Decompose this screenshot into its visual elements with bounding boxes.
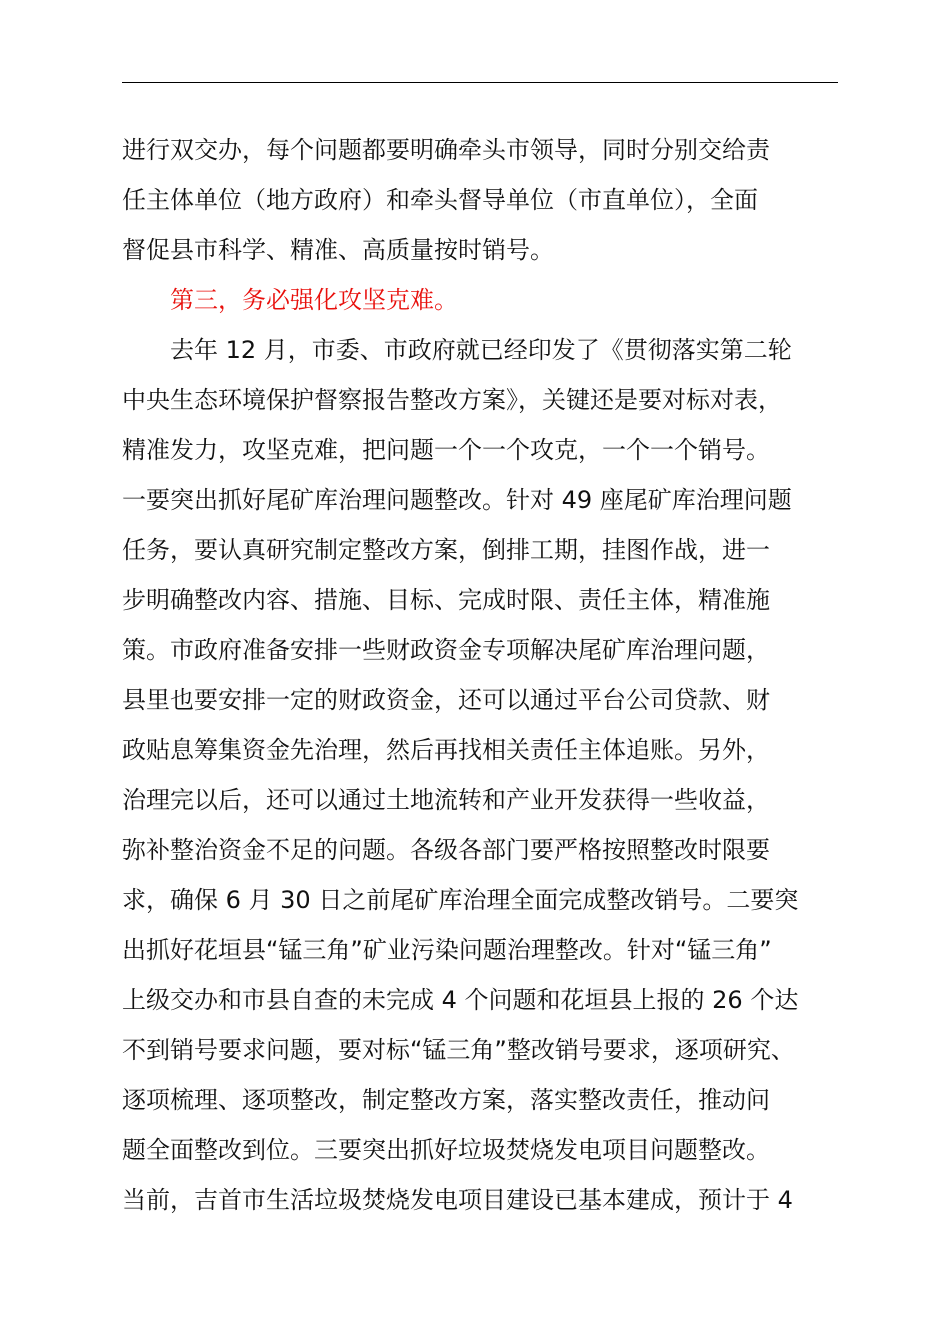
text-line: 任务，要认真研究制定整改方案，倒排工期，挂图作战，进一 xyxy=(122,536,770,564)
text-line: 出抓好花垣县“锰三角”矿业污染问题治理整改。针对“锰三角” xyxy=(122,936,772,964)
document-body xyxy=(122,125,842,1225)
text-line: 任主体单位（地方政府）和牵头督导单位（市直单位），全面 xyxy=(122,186,758,214)
text-line: 策。市政府准备安排一些财政资金专项解决尾矿库治理问题， xyxy=(122,636,770,664)
text-line: 督促县市科学、精准、高质量按时销号。 xyxy=(122,236,554,264)
text-line: 逐项梳理、逐项整改，制定整改方案，落实整改责任，推动问 xyxy=(122,1086,770,1114)
text-line: 县里也要安排一定的财政资金，还可以通过平台公司贷款、财 xyxy=(122,686,770,714)
text-line: 步明确整改内容、措施、目标、完成时限、责任主体，精准施 xyxy=(122,586,770,614)
header-rule xyxy=(122,82,838,83)
text-line: 治理完以后，还可以通过土地流转和产业开发获得一些收益， xyxy=(122,786,770,814)
text-line: 上级交办和市县自查的未完成 4 个问题和花垣县上报的 26 个达 xyxy=(122,986,799,1014)
text-line: 政贴息筹集资金先治理，然后再找相关责任主体追账。另外， xyxy=(122,736,770,764)
text-line: 精准发力，攻坚克难，把问题一个一个攻克，一个一个销号。 xyxy=(122,436,770,464)
text-line: 中央生态环境保护督察报告整改方案》，关键还是要对标对表， xyxy=(122,386,782,414)
text-line: 求，确保 6 月 30 日之前尾矿库治理全面完成整改销号。二要突 xyxy=(122,886,799,914)
text-line: 弥补整治资金不足的问题。各级各部门要严格按照整改时限要 xyxy=(122,836,770,864)
paragraph-start-line: 去年 12 月，市委、市政府就已经印发了《贯彻落实第二轮 xyxy=(170,336,792,364)
text-line: 一要突出抓好尾矿库治理问题整改。针对 49 座尾矿库治理问题 xyxy=(122,486,792,514)
section-heading: 第三，务必强化攻坚克难。 xyxy=(170,286,458,314)
text-line: 题全面整改到位。三要突出抓好垃圾焚烧发电项目问题整改。 xyxy=(122,1136,770,1164)
text-line: 进行双交办，每个问题都要明确牵头市领导，同时分别交给责 xyxy=(122,136,770,164)
text-line: 不到销号要求问题，要对标“锰三角”整改销号要求，逐项研究、 xyxy=(122,1036,795,1064)
text-line: 当前，吉首市生活垃圾焚烧发电项目建设已基本建成，预计于 4 xyxy=(122,1186,793,1214)
